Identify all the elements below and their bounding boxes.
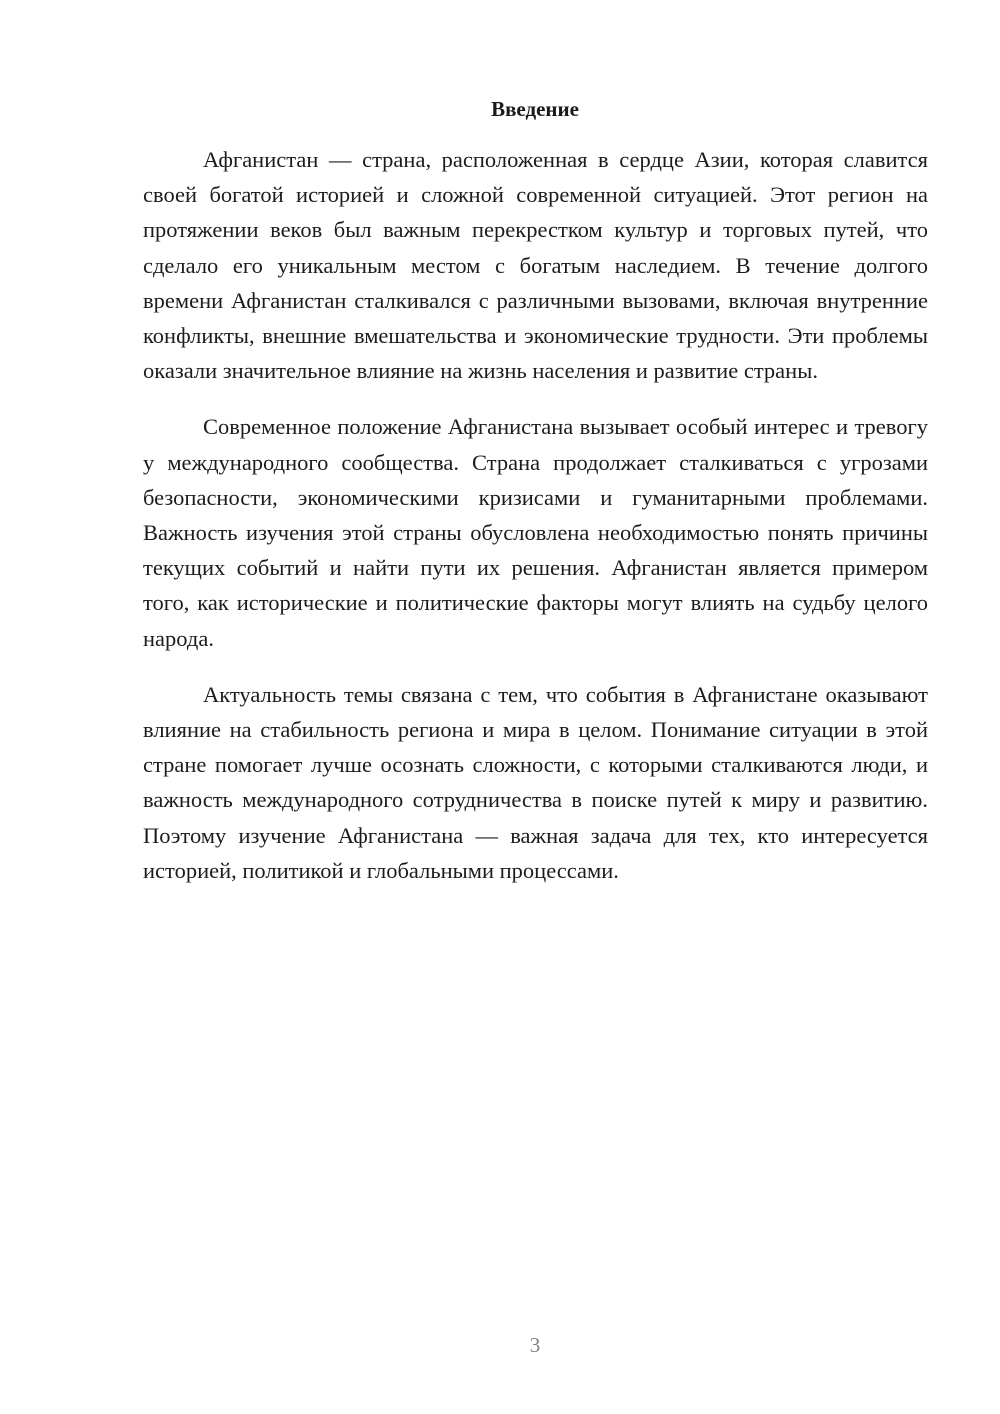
section-title: Введение [491, 97, 579, 121]
paragraph: Современное положение Афганистана вызывает особый интерес и тревогу у международного сообщества. Страна продолжает сталкиваться с угрозами безопасности, экономическими кризисами и гуманитарными проблемами. Важность изучения этой страны обусловлена необходимостью понять причины текущих событий и найти пути их решения. Афганистан является примером того, как исторические и политические факторы могут влиять на судьбу целого народа. [143, 414, 928, 651]
body-text [143, 142, 928, 909]
page-number: 3 [529, 1333, 541, 1357]
paragraph: Афганистан — страна, расположенная в сердце Азии, которая славится своей богатой историей и сложной современной ситуацией. Этот регион на протяжении веков был важным перекрестком культур и торговых путей, что сделало его уникальным местом с богатым наследием. В течение долгого времени Афганистан сталкивался с различными вызовами, включая внутренние конфликты, внешние вмешательства и экономические трудности. Эти проблемы оказали значительное влияние на жизнь населения и развитие страны. [143, 147, 928, 384]
paragraph: Актуальность темы связана с тем, что события в Афганистане оказывают влияние на стабильность региона и мира в целом. Понимание ситуации в этой стране помогает лучше осознать сложности, с которыми сталкиваются люди, и важность международного сотрудничества в поиске путей к миру и развитию. Поэтому изучение Афганистана — важная задача для тех, кто интересуется историей, политикой и глобальными процессами. [143, 681, 928, 883]
